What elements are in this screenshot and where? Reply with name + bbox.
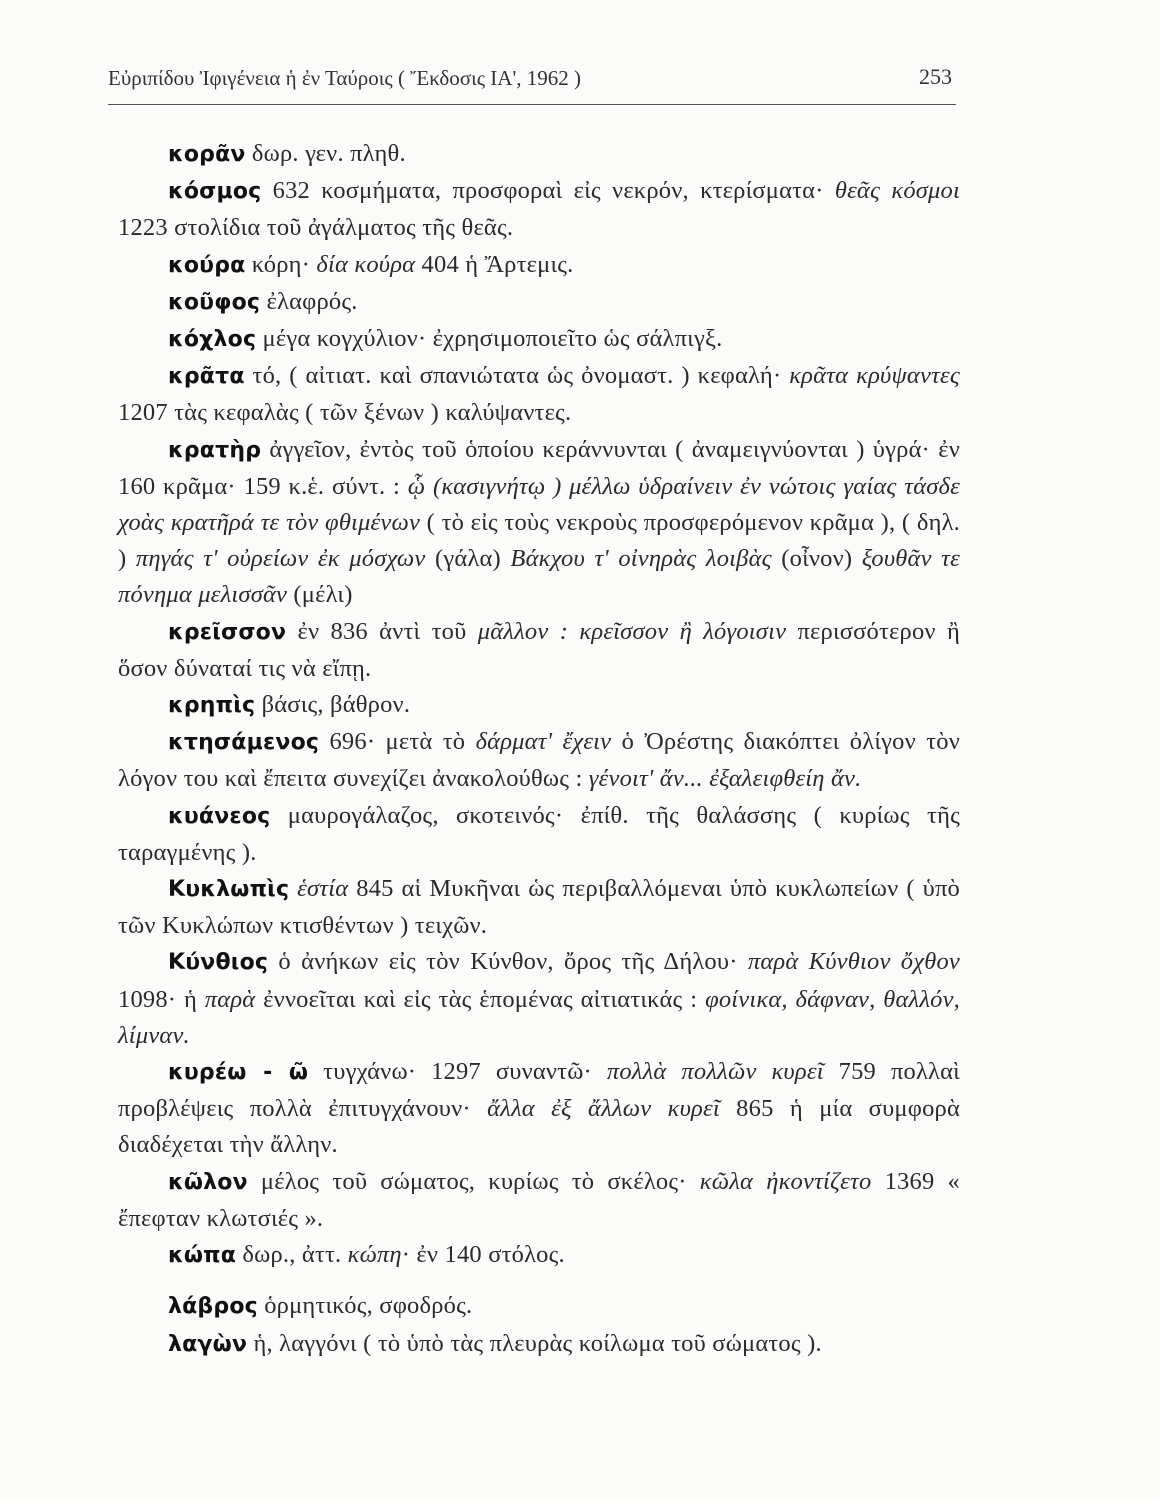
entry-italic-text: παρὰ Κύνθιον ὄχθον	[747, 948, 960, 976]
entry-italic-text: ἑστία	[297, 875, 349, 903]
entry-italic-text: κρᾶτα κρύψαντες	[789, 362, 960, 390]
entry-italic-text: φοίνικα, δάφναν, θαλλόν, λίμναν.	[118, 985, 960, 1049]
glossary-entry	[118, 871, 960, 944]
glossary-entry	[118, 321, 960, 358]
glossary-entry	[118, 173, 960, 246]
entry-text: 1098· ἡ	[118, 985, 205, 1013]
entry-headword: κῶλον	[168, 1169, 248, 1195]
entry-italic-text: πηγάς τ' οὐρείων ἐκ μόσχων	[135, 545, 426, 573]
entry-headword: κοῦφος	[168, 289, 261, 315]
entry-italic-text: παρὰ	[204, 985, 256, 1013]
glossary-entry	[118, 724, 960, 797]
entry-italic-text: γένοιτ' ἄν... ἐξαλειφθείη ἄν.	[588, 765, 862, 793]
entry-text: μέλος τοῦ σώματος, κυρίως τὸ σκέλος·	[247, 1167, 700, 1195]
entry-text: 1207 τὰς κεφαλὰς ( τῶν ξένων ) καλύψαντες.	[118, 399, 572, 427]
entry-headword: κτησάμενος	[168, 730, 320, 756]
entry-italic-text: Βάκχου τ' οἰνηρὰς λοιβὰς	[510, 545, 772, 573]
entry-text: 865 ἡ μία συμφορὰ διαδέχεται τὴν ἄλλην.	[118, 1095, 961, 1159]
glossary-entry	[118, 1237, 960, 1274]
glossary-entry	[118, 1054, 960, 1164]
entry-text: μέγα κογχύλιον· ἐχρησιμοποιεῖτο ὡς σάλπιγξ.	[256, 325, 723, 353]
entry-text	[289, 875, 297, 902]
glossary-entry	[118, 136, 960, 173]
entry-text: · ἐν 140 στόλος.	[401, 1241, 565, 1269]
page-number: 253	[919, 64, 952, 89]
glossary-entry	[118, 1164, 960, 1237]
entry-italic-text: ξουθᾶν τε πόνημα μελισσᾶν	[118, 545, 960, 609]
glossary-entry	[118, 944, 960, 1054]
entry-headword: κρατὴρ	[168, 437, 262, 463]
entry-headword: κόσμος	[168, 179, 262, 205]
entry-text: περισσότερον ἢ ὅσον δύναταί τις νὰ εἴπῃ.	[118, 617, 961, 682]
page-header	[108, 64, 956, 105]
entry-text: βάσις, βάθρον.	[255, 691, 411, 719]
entry-text: (οἶνον)	[771, 545, 862, 573]
entry-text: 1223 στολίδια τοῦ ἀγάλματος τῆς θεᾶς.	[118, 214, 514, 242]
entry-headword: κορᾶν	[168, 142, 246, 167]
entry-text: 1369 « ἔπεφταν κλωτσιές ».	[118, 1167, 960, 1232]
running-head: Εὐριπίδου Ἰφιγένεια ἡ ἐν Ταύροις ( Ἔκδοσις ΙΑ', 1962 )	[108, 66, 581, 90]
entry-headword: κυάνεος	[168, 803, 271, 829]
entry-headword: κούρα	[168, 252, 246, 278]
entry-text: τό, ( αἰτιατ. καὶ σπανιώτατα ὡς ὀνομαστ. ) κεφαλή·	[244, 362, 790, 390]
entry-italic-text: θεᾶς κόσμοι	[834, 177, 961, 205]
glossary-entry	[118, 614, 960, 687]
glossary-entry	[118, 432, 960, 614]
entry-headword: κρᾶτα	[168, 364, 245, 390]
entry-italic-text: κῶλα ἠκοντίζετο	[699, 1167, 872, 1195]
entry-text: 404 ἡ Ἄρτεμις.	[415, 250, 574, 278]
entry-text: ὁ ἀνήκων εἰς τὸν Κύνθον, ὄρος τῆς Δήλου·	[268, 948, 748, 976]
entry-headword: λάβρος	[168, 1294, 258, 1320]
entry-headword: κόχλος	[168, 327, 257, 353]
entry-italic-text: δάρματ' ἔχειν	[475, 728, 612, 756]
glossary-entry	[118, 1326, 960, 1363]
entry-text: 632 κοσμήματα, προσφοραὶ εἰς νεκρόν, κτερίσματα·	[261, 177, 835, 205]
entry-headword: κρεῖσσον	[168, 619, 287, 645]
entry-text: ὁρμητικός, σφοδρός.	[257, 1292, 473, 1320]
glossary-entry	[118, 687, 960, 724]
entry-text: 759 πολλαὶ προβλέψεις πολλὰ ἐπιτυγχάνουν·	[118, 1058, 960, 1123]
entry-text: ἐννοεῖται καὶ εἰς τὰς ἑπομένας αἰτιατικάς :	[255, 985, 706, 1013]
entry-headword: Κύνθιος	[168, 950, 269, 976]
entry-headword: λαγὼν	[168, 1331, 248, 1357]
entry-italic-text: κώπη	[347, 1241, 402, 1269]
glossary-entry	[118, 284, 960, 321]
entry-text: (μέλι)	[287, 581, 353, 609]
entry-headword: Κυκλωπὶς	[168, 877, 290, 903]
glossary-entry	[118, 358, 960, 431]
entry-text: κόρη·	[245, 250, 317, 278]
glossary-entries	[118, 136, 960, 1363]
entry-text: ἐν 836 ἀντὶ τοῦ	[286, 617, 478, 645]
entry-text: δωρ., ἀττ.	[236, 1241, 348, 1269]
entry-italic-text: δία κούρα	[316, 250, 416, 278]
entry-text: μαυρογάλαζος, σκοτεινός· ἐπίθ. τῆς θαλάσσης ( κυρίως τῆς ταραγμένης ).	[118, 801, 960, 866]
entry-text: 845 αἱ Μυκῆναι ὡς περιβαλλόμεναι ὑπὸ κυκλωπείων ( ὑπὸ τῶν Κυκλώπων κτισθέντων ) τειχῶν.	[118, 875, 960, 940]
entry-text: ἡ, λαγγόνι ( τὸ ὑπὸ τὰς πλευρὰς κοίλωμα τοῦ σώματος ).	[247, 1329, 822, 1357]
entry-text: ὁ Ὀρέστης διακόπτει ὀλίγον τὸν λόγον του καὶ ἔπειτα συνεχίζει ἀνακολούθως :	[118, 728, 960, 793]
glossary-entry	[118, 1288, 960, 1325]
entry-headword: κρηπὶς	[168, 693, 256, 719]
entry-headword: κυρέω - ῶ	[168, 1060, 309, 1086]
entry-text: ἐλαφρός.	[260, 287, 358, 315]
entry-text: 696· μετὰ τὸ	[319, 728, 476, 756]
entry-italic-text: μᾶλλον : κρεῖσσον ἢ λόγοισιν	[477, 617, 787, 645]
entry-text: (γάλα)	[425, 545, 511, 573]
glossary-entry	[118, 247, 960, 284]
entry-text: δωρ. γεν. πληθ.	[245, 140, 406, 167]
entry-text: ἀγγεῖον, ἐντὸς τοῦ ὁποίου κεράννυνται ( ἀναμειγνύονται ) ὑγρά· ἐν 160 κρᾶμα· 159 κ.ἑ. σύντ. :	[118, 435, 960, 500]
glossary-entry	[118, 798, 960, 871]
entry-text: τυγχάνω· 1297 συναντῶ·	[308, 1058, 607, 1086]
entry-italic-text: ᾧ (κασιγνήτῳ ) μέλλω ὑδραίνειν ἐν νώτοις γαίας τάσδε χοὰς κρατῆρά τε τὸν φθιμένων	[118, 472, 960, 537]
entry-text: ( τὸ εἰς τοὺς νεκροὺς προσφερόμενον κρᾶμα ), ( δηλ. )	[118, 509, 960, 573]
entry-italic-text: ἄλλα ἐξ ἄλλων κυρεῖ	[487, 1095, 720, 1123]
entry-headword: κώπα	[168, 1243, 237, 1269]
entry-italic-text: πολλὰ πολλῶν κυρεῖ	[606, 1058, 824, 1086]
